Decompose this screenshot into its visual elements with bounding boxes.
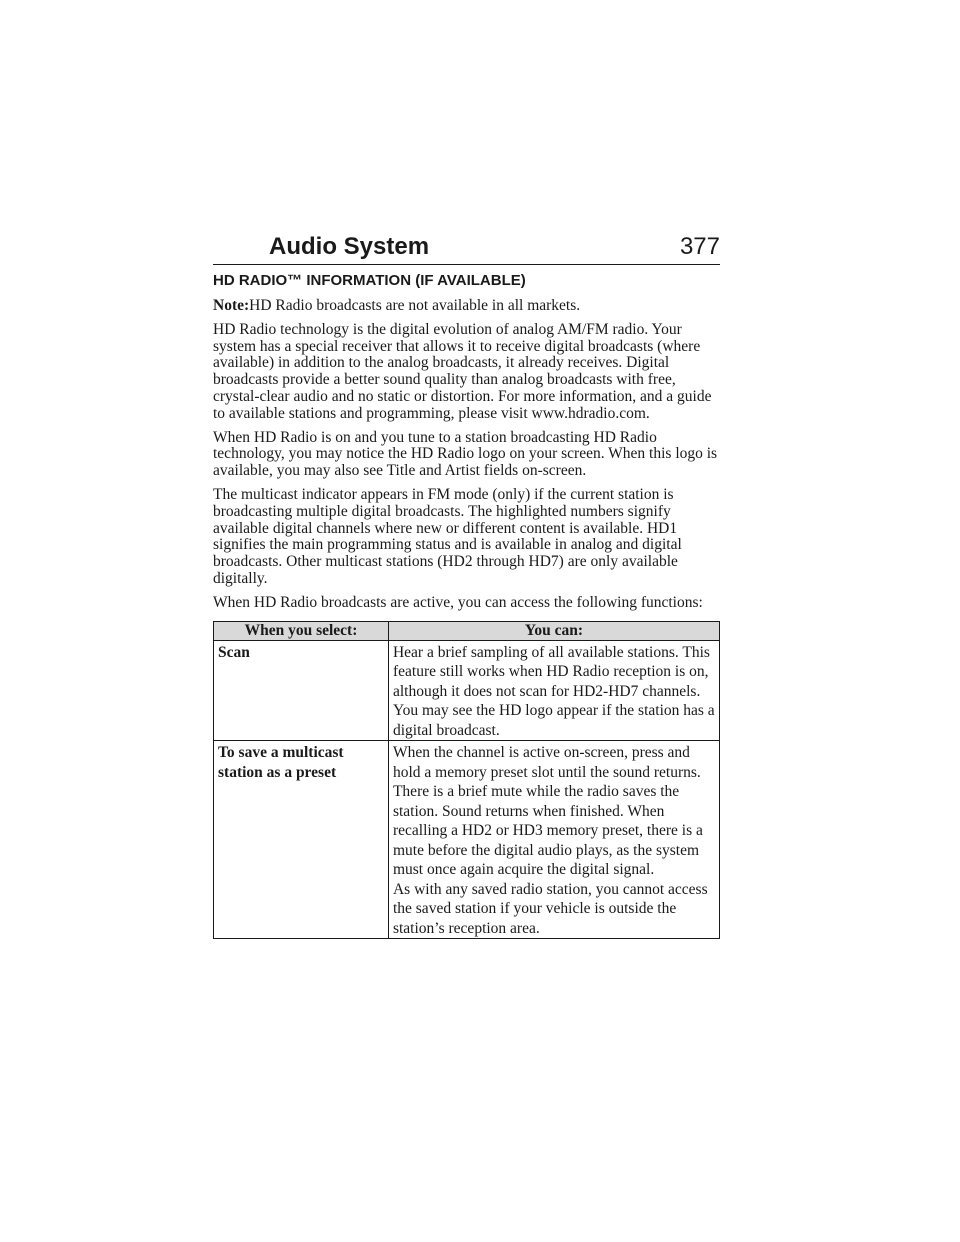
page-number: 377 — [679, 233, 720, 260]
body-paragraph: When HD Radio broadcasts are active, you can access the following functions: — [213, 593, 703, 611]
cell-text: Hear a brief sampling of all available stations. This feature still works when HD Radio reception is on, although it does not scan for HD2-HD7 channels. You may see the HD logo appear if the station has a digital broadcast. — [392, 643, 715, 739]
column-header-can: You can: — [388, 621, 719, 640]
note-paragraph — [213, 298, 720, 315]
section-heading: HD RADIO™ INFORMATION (IF AVAILABLE) — [213, 272, 526, 289]
row-can-cell — [388, 640, 719, 741]
chapter-title: Audio System — [269, 233, 430, 260]
cell-text: When the channel is active on-screen, press and hold a memory preset slot until the sound returns. There is a brief mute while the radio saves the station. Sound returns when finished. When recalling a HD2 or HD3 memory preset, there is a mute before the digital audio plays, as the system must once again acquire the digital signal. — [392, 744, 703, 879]
functions-table — [213, 621, 720, 940]
table-header-row — [214, 621, 720, 640]
table-row — [214, 741, 720, 939]
column-header-select: When you select: — [214, 621, 389, 640]
note-text: HD Radio broadcasts are not available in all markets. — [249, 297, 581, 314]
body-paragraph: When HD Radio is on and you tune to a station broadcasting HD Radio technology, you may notice the HD Radio logo on your screen. When this logo is available, you may also see Title and Artist fields on-screen. — [213, 428, 718, 480]
page-header — [213, 228, 720, 262]
body-paragraph: The multicast indicator appears in FM mode (only) if the current station is broadcasting multiple digital broadcasts. The highlighted numbers signify available digital channels where new or different content is available. HD1 signifies the main programming status and is available in analog and digital broadcasts. Other multicast stations (HD2 through HD7) are only available digitally. — [213, 485, 682, 587]
row-select-cell: To save a multicast station as a preset — [214, 741, 389, 939]
table-row — [214, 640, 720, 741]
cell-text: As with any saved radio station, you cannot access the saved station if your vehicle is outside the station’s reception area. — [392, 880, 708, 937]
note-label: Note: — [213, 297, 250, 314]
header-divider — [213, 264, 720, 265]
manual-page — [213, 228, 720, 939]
row-can-cell — [388, 741, 719, 939]
body-paragraph: HD Radio technology is the digital evolution of analog AM/FM radio. Your system has a special receiver that allows it to receive digital broadcasts (where available) in addition to the analog broadcasts, it already receives. Digital broadcasts provide a better sound quality than analog broadcasts with free, crystal-clear audio and no static or distortion. For more information, and a guide to available stations and programming, please visit www.hdradio.com. — [213, 320, 712, 422]
row-select-cell: Scan — [214, 640, 389, 741]
